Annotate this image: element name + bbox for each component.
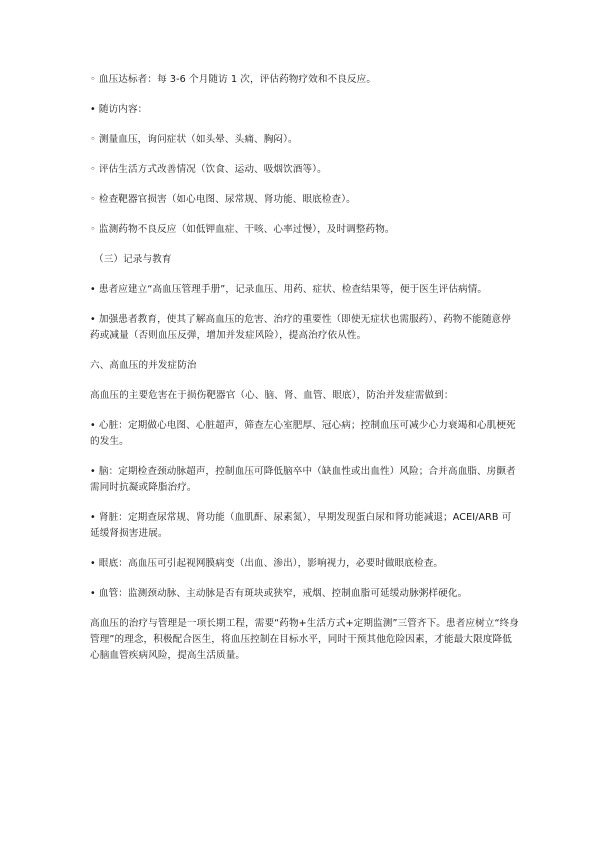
text-line-13: • 脑：定期检查颈动脉超声，控制血压可降低脑卒中（缺血性或出血性）风险；合并高血脂、房颤者需同时抗凝或降脂治疗。 xyxy=(90,466,516,493)
text-line-8: • 患者应建立“高血压管理手册”，记录血压、用药、症状、检查结果等，便于医生评估病情。 xyxy=(90,284,488,295)
text-line-5: ◦ 检查靶器官损害（如心电图、尿常规、肾功能、眼底检查）。 xyxy=(90,194,356,205)
text-line-6: ◦ 监测药物不良反应（如低钾血症、干咳、心率过慢），及时调整药物。 xyxy=(90,224,395,235)
section-heading-complications: 六、高血压的并发症防治 xyxy=(90,360,197,371)
text-line-1: ◦ 血压达标者：每 3-6 个月随访 1 次，评估药物疗效和不良反应。 xyxy=(90,74,377,85)
text-line-3: ◦ 测量血压，询问症状（如头晕、头痛、胸闷）。 xyxy=(90,134,298,145)
text-line-12: • 心脏：定期做心电图、心脏超声，筛查左心室肥厚、冠心病；控制血压可减少心力衰竭和心肌梗死的发生。 xyxy=(90,420,516,447)
document-body xyxy=(90,72,520,664)
text-line-9: • 加强患者教育，使其了解高血压的危害、治疗的重要性（即使无症状也需服药）、药物不能随意停药或减量（否则血压反弹，增加并发症风险），提高治疗依从性。 xyxy=(90,314,511,341)
text-line-14: • 肾脏：定期查尿常规、肾功能（血肌酐、尿素氮），早期发现蛋白尿和肾功能减退；ACEI/ARB 可延缓肾损害进展。 xyxy=(90,512,512,539)
text-line-11: 高血压的主要危害在于损伤靶器官（心、脑、肾、血管、眼底），防治并发症需做到： xyxy=(90,390,454,401)
text-line-16: • 血管：监测颈动脉、主动脉是否有斑块或狭窄，戒烟、控制血脂可延缓动脉粥样硬化。 xyxy=(90,588,468,599)
text-line-17: 高血压的治疗与管理是一项长期工程，需要“药物+生活方式+定期监测”三管齐下。患者应树立“终身管理”的理念，积极配合医生，将血压控制在目标水平，同时干预其他危险因素，才能最大限度降低心脑血管疾病风险，提高生活质量。 xyxy=(90,618,519,661)
text-line-2: • 随访内容： xyxy=(90,104,148,115)
text-line-4: ◦ 评估生活方式改善情况（饮食、运动、吸烟饮酒等）。 xyxy=(90,164,327,175)
section-heading-record-education: （三）记录与教育 xyxy=(94,254,172,265)
text-line-15: • 眼底：高血压可引起视网膜病变（出血、渗出），影响视力，必要时做眼底检查。 xyxy=(90,558,444,569)
